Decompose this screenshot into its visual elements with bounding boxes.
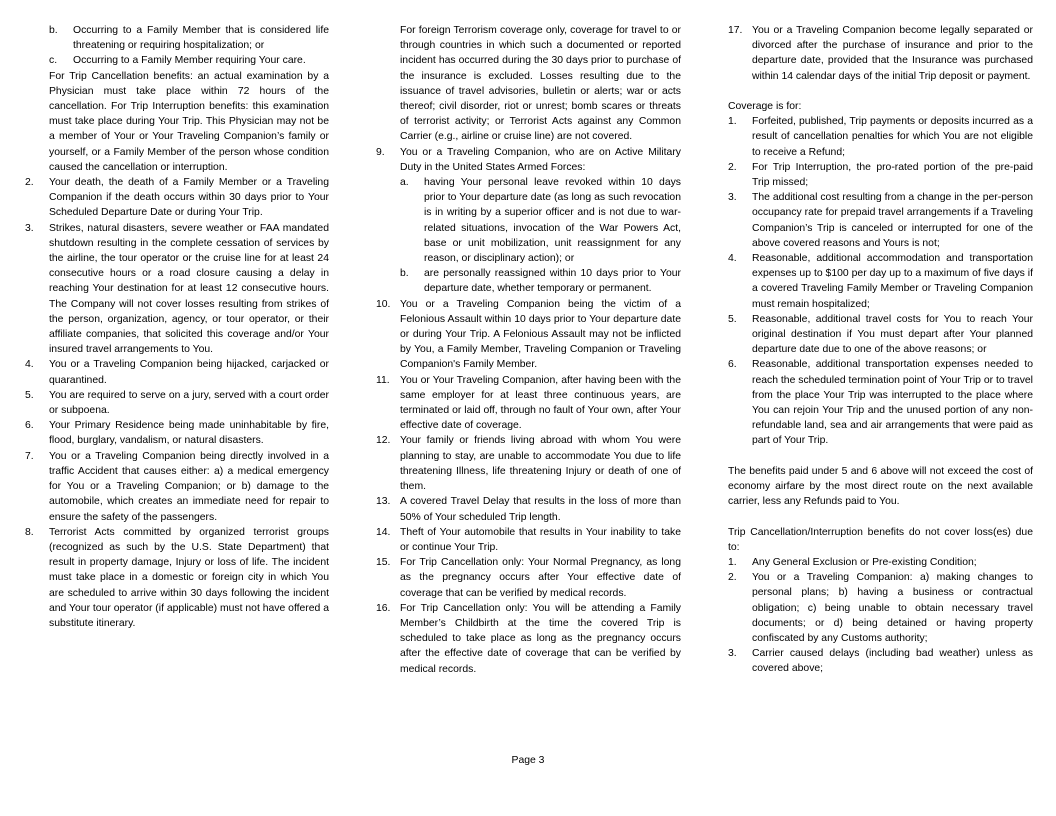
- item-text: You or a Traveling Companion, who are on Active Military Duty in the United States Armed Forces:: [400, 146, 681, 173]
- item-text: You are required to serve on a jury, served with a court order or subpoena.: [49, 389, 329, 417]
- list-item: [25, 418, 329, 448]
- item-text: Your family or friends living abroad with whom You were planning to stay, are unable to accommodate You due to life threatening Illness, life threatening Injury or death of one of them.: [400, 435, 681, 493]
- item-number: 3.: [25, 222, 34, 234]
- subitem-marker: a.: [400, 177, 409, 189]
- page-number: Page 3: [511, 755, 545, 766]
- item-number: 11.: [376, 374, 390, 386]
- item-text: A covered Travel Delay that results in the loss of more than 50% of Your scheduled Trip length.: [400, 496, 681, 523]
- list-item: [376, 601, 681, 677]
- subitem-text: Occurring to a Family Member requiring Your care.: [73, 55, 306, 67]
- item-number: 1.: [728, 116, 737, 128]
- item-text: For Trip Cancellation only: You will be attending a Family Member’s Childbirth at the time the covered Trip is scheduled to take place as long as the pregnancy occurs after the effective date of coverage that can be verified by medical records.: [400, 602, 681, 675]
- exclusion-item: [728, 555, 1033, 570]
- item-text: Reasonable, additional travel costs for You to reach Your original destination if You must depart after Your planned departure date due to one of the above reasons; or: [752, 313, 1033, 356]
- item-number: 16.: [376, 602, 391, 614]
- item-text: For Trip Interruption, the pro-rated portion of the pre-paid Trip missed;: [752, 161, 1033, 189]
- item-text: Terrorist Acts committed by organized terrorist groups (recognized as such by the U.S. State Department) that result in property damage, Injury or loss of life. The incident must take place in a domestic or foreign city in which You are scheduled to arrive within 30 days following the incident and Your tour operator (if applicable) must not have offered a substitute itinerary.: [49, 526, 329, 629]
- item-text: You or a Traveling Companion being directly involved in a traffic Accident that causes either: a) a medical emergency for You or a Traveling Companion; or b) damage to the automobile, which creates an immediate need for repair to ensure the safety of the passengers.: [49, 450, 329, 523]
- item-number: 6.: [728, 359, 737, 371]
- benefits-paragraph: The benefits paid under 5 and 6 above will not exceed the cost of economy airfare by the most direct route on the next available carrier, less any Refunds paid to You.: [728, 465, 1033, 508]
- list-item: [25, 388, 329, 418]
- item-number: 3.: [728, 648, 737, 660]
- list-item: [376, 494, 681, 524]
- item-number: 14.: [376, 526, 391, 538]
- item-number: 2.: [25, 177, 34, 189]
- subitem-marker: c.: [49, 55, 58, 67]
- list-item-9: [376, 145, 681, 175]
- list-item: [376, 373, 681, 434]
- subitem-text: Occurring to a Family Member that is considered life threatening or requiring hospitalization; or: [73, 25, 329, 52]
- item-text: You or a Traveling Companion: a) making changes to personal plans; b) having a business or contractual obligation; c) being unable to obtain necessary travel documents; or d) being detained or having property confiscated by any Customs authority;: [752, 572, 1033, 645]
- list-item: [25, 449, 329, 525]
- subitem-marker: b.: [400, 268, 409, 280]
- item-text: You or a Traveling Companion become legally separated or divorced after the purchase of insurance and prior to the departure date, provided that the Insurance was purchased within 14 calendar days of the initial Trip deposit or payment.: [752, 25, 1033, 82]
- item-text: You or Your Traveling Companion, after having been with the same employer for at least three continuous years, are terminated or laid off, through no fault of Your own, after Your effective date of coverage.: [400, 374, 681, 432]
- list-item: [25, 357, 329, 387]
- item-number: 3.: [728, 192, 737, 204]
- list-subitem-a: [400, 175, 681, 266]
- item-number: 4.: [25, 359, 34, 371]
- coverage-heading: Coverage is for:: [728, 101, 802, 112]
- item-text: Strikes, natural disasters, severe weather or FAA mandated shutdown resulting in the complete cessation of services by the airline, the tour operator or the cruise line for at least 24 consecutive hours or a road closure causing a delay in reaching Your destination for at least 12 consecutive hours. The Company will not cover losses resulting from strikes of the person, organization, agency, or tour operator, or their affiliate companies, that solicited this coverage and/or Your insured travel arrangements to You.: [49, 222, 329, 356]
- coverage-item: [728, 114, 1033, 160]
- item-number: 17.: [728, 25, 743, 36]
- column-1: [25, 23, 329, 631]
- item-number: 13.: [376, 496, 391, 508]
- item-text: Reasonable, additional accommodation and transportation expenses up to $100 per day up to a maximum of five days if a covered Traveling Family Member or Traveling Companion must remain hospitalized;: [752, 253, 1033, 310]
- subitem-text: are personally reassigned within 10 days prior to Your departure date, whether temporary or permanent.: [424, 268, 681, 295]
- list-subitem-c: [49, 53, 329, 68]
- item-number: 2.: [728, 161, 737, 173]
- list-subitem-b: [400, 266, 681, 296]
- item-number: 7.: [25, 450, 34, 462]
- item-number: 6.: [25, 420, 34, 432]
- item-text: You or a Traveling Companion being the victim of a Felonious Assault within 10 days prior to Your departure date or during Your Trip. A Felonious Assault may not be inflicted by You, a Family Member, Traveling Companion or Traveling Companion's Family Member.: [400, 298, 681, 371]
- item-number: 4.: [728, 253, 737, 265]
- item-text: The additional cost resulting from a change in the per-person occupancy rate for prepaid travel arrangements if a Traveling Companion’s Trip is canceled or interrupted for one of the above covered reasons and Yours is not;: [752, 192, 1033, 249]
- list-item-17: [728, 23, 1033, 84]
- item-text: For Trip Cancellation only: Your Normal Pregnancy, as long as the pregnancy occurs after Your effective date of coverage that can be verified by medical records.: [400, 557, 681, 599]
- item-text: Any General Exclusion or Pre-existing Condition;: [752, 557, 977, 569]
- exclusion-item: [728, 570, 1033, 646]
- item-number: 2.: [728, 572, 737, 584]
- item-number: 15.: [376, 557, 391, 569]
- list-item: [376, 297, 681, 373]
- list-item: [376, 525, 681, 555]
- list-item: [25, 175, 329, 221]
- exclusion-item: [728, 646, 1033, 676]
- item-text: Reasonable, additional transportation expenses needed to reach the scheduled termination point of Your Trip or to travel from the place Your Trip was interrupted to the place where You can rejoin Your Trip and the unused portion of any non-refundable land, sea and air arrangements that were paid as part of Your Trip.: [752, 359, 1033, 447]
- list-item: [376, 555, 681, 601]
- item-text: Theft of Your automobile that results in Your inability to take or continue Your Trip.: [400, 526, 681, 553]
- column-3: [728, 23, 1033, 677]
- terrorism-paragraph: For foreign Terrorism coverage only, coverage for travel to or through countries in which such a documented or reported incident has occurred during the 30 days prior to purchase of the insurance is excluded. Losses resulting due to the issuance of travel advisories, bulletin or alerts; war or acts thereof; civil disorder, riot or unrest; bomb scares or threats of terrorist activity; or Terrorist Acts against any Common Carrier (e.g., airline or cruise line) are not covered.: [400, 25, 681, 143]
- item-number: 9.: [376, 146, 385, 158]
- coverage-item: [728, 190, 1033, 251]
- list-subitem-b: [49, 23, 329, 53]
- item-number: 8.: [25, 526, 34, 538]
- exclusions-heading: Trip Cancellation/Interruption benefits do not cover loss(es) due to:: [728, 526, 1033, 553]
- item-number: 12.: [376, 435, 391, 447]
- subitem-marker: b.: [49, 25, 58, 36]
- item-number: 1.: [728, 557, 737, 569]
- item-text: Forfeited, published, Trip payments or deposits incurred as a result of cancellation penalties for which You are not eligible to receive a Refund;: [752, 116, 1033, 158]
- item-number: 5.: [25, 389, 34, 401]
- list-item: [376, 433, 681, 494]
- item-text: You or a Traveling Companion being hijacked, carjacked or quarantined.: [49, 359, 329, 386]
- list-item: [25, 525, 329, 631]
- coverage-item: [728, 251, 1033, 312]
- item-text: Carrier caused delays (including bad weather) unless as covered above;: [752, 648, 1033, 675]
- item-number: 5.: [728, 313, 737, 325]
- examination-paragraph: For Trip Cancellation benefits: an actual examination by a Physician must take place within 72 hours of the cancellation. For Trip Interruption benefits: this examination must take place during Your Trip. This Physician may not be a member of Your or Your Traveling Companion’s family or yourself, or a Family Member of the person whose condition caused the cancellation or interruption.: [49, 70, 329, 173]
- coverage-item: [728, 160, 1033, 190]
- coverage-item: [728, 312, 1033, 358]
- list-item: [25, 221, 329, 358]
- column-2: [376, 23, 681, 677]
- item-number: 10.: [376, 298, 391, 310]
- subitem-text: having Your personal leave revoked within 10 days prior to Your departure date (as long as such revocation is in writing by a superior officer and is not due to war-related situations, invocation of the War Powers Act, base or unit mobilization, unit reassignment for any reason, or disciplinary action); or: [424, 177, 681, 265]
- coverage-item: [728, 357, 1033, 448]
- item-text: Your Primary Residence being made uninhabitable by fire, flood, burglary, vandalism, or natural disasters.: [49, 420, 329, 447]
- item-text: Your death, the death of a Family Member or a Traveling Companion if the death occurs within 30 days prior to Your Scheduled Departure Date or during Your Trip.: [49, 177, 329, 219]
